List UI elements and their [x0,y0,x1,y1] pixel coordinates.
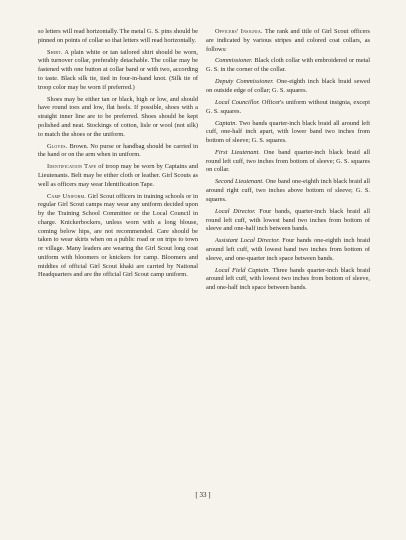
heading-shirt: Shirt. [47,48,63,56]
paragraph-local-councillor: Local Councillor. Officer's uniform without insignia, except G. S. squares. [206,98,370,115]
paragraph-captain: Captain. Two bands quarter-inch black braid all around left cuff, one-half inch apart, with lower band two inches from bottom of sleeve; G. S. squares. [206,119,370,144]
rank-local-field-captain: Local Field Captain. [215,266,271,274]
paragraph-assistant-local-director: Assistant Local Director. Four bands one-eighth inch braid around left cuff, with lowest band two inches from bottom of sleeve, and one-quarter inch space between bands. [206,237,370,262]
rank-second-lieutenant: Second Lieutenant. [215,178,264,186]
heading-gloves: Gloves. [47,142,68,150]
rank-deputy-commissioner: Deputy Commissioner. [215,78,274,86]
paragraph-local-field-captain: Local Field Captain. Three bands quarter-inch black braid around left cuff, with lowest two inches from bottom of sleeve, and one-half inch space between bands. [206,266,370,292]
rank-local-councillor: Local Councillor. [215,98,260,106]
paragraph-gloves: Gloves. Brown. No purse or handbag should be carried in the hand or on the arm when in uniform. [38,142,198,159]
rank-commissioner: Commissioner. [215,57,253,65]
rank-captain: Captain. [215,119,238,127]
right-column [206,28,370,296]
paragraph-camp-uniform: Camp Uniform. Girl Scout officers in training schools or in regular Girl Scout camps may wear any uniform decided upon by the Training School Committee or the Local Council in charge. Knickerbockers, unless worn with a long blouse, coming below hips, are not recommended. Care should be taken to wear skirts when on a public road or on trips to town or village. Many leaders are wearing the Girl Scout long coat uniform with bloomers or knickers for camp. Bloomers and middies of official Girl Scout khaki are carried by National Headquarters and are the official Girl Scout camp uniform. [38,192,198,279]
rank-local-director: Local Director. [215,207,256,215]
paragraph-shoes: Shoes may be either tan or black, high or low, and should have round toes and low, flat heels. If possible, shoes with a straight inner line are to be preferred. Shoes should be kept polished and neat. Stockings of cotton, lisle or wool (not silk) to match the shoes or the uniform. [38,95,198,138]
page-number: [ 33 ] [195,491,211,499]
paragraph-deputy-commissioner: Deputy Commissioner. One-eighth inch black braid sewed on outside edge of collar; G. S. squares. [206,78,370,94]
paragraph-identification-tape: Identification Tape of troop may be worn by Captains and Lieutenants. Belt may be either cloth or leather. Girl Scouts as well as officers may wear Identification Tape. [38,163,198,188]
paragraph-collar-pins: so letters will read horizontally. The metal G. S. pins should be pinned on points of collar so that letters will read horizontally. [38,28,198,44]
paragraph-officers-insignia: Officers' Insignia. The rank and title of Girl Scout officers are indicated by various stripes and colored coat collars, as follows: [206,28,370,53]
rank-assistant-local-director: Assistant Local Director. [215,237,280,245]
paragraph-shirt: Shirt. A plain white or tan tailored shirt should be worn, with turnover collar, preferably detachable. The collar may be fastened with one button at collar band or with two, according to taste. Black silk tie, tied in four-in-hand knot. (Silk tie of troop color may be worn if preferred.) [38,48,198,91]
rank-first-lieutenant: First Lieutenant. [215,148,260,156]
paragraph-second-lieutenant: Second Lieutenant. One band one-eighth inch black braid all around right cuff, two inches above bottom of sleeve; G. S. squares. [206,178,370,203]
heading-identification-tape: Identification Tape [47,163,97,171]
heading-officers-insignia: Officers' Insignia. [215,28,263,35]
paragraph-first-lieutenant: First Lieutenant. One band quarter-inch black braid all round left cuff, two inches from bottom of sleeve; G. S. squares on collar. [206,148,370,174]
heading-camp-uniform: Camp Uniform. [47,192,86,200]
left-column [38,28,198,283]
paragraph-local-director: Local Director. Four bands, quarter-inch black braid all round left cuff, with lowest band two inches from bottom of sleeve and one-half inch between bands. [206,207,371,233]
paragraph-commissioner: Commissioner. Black cloth collar with embroidered or metal G. S. in the corner of the collar. [206,57,370,74]
